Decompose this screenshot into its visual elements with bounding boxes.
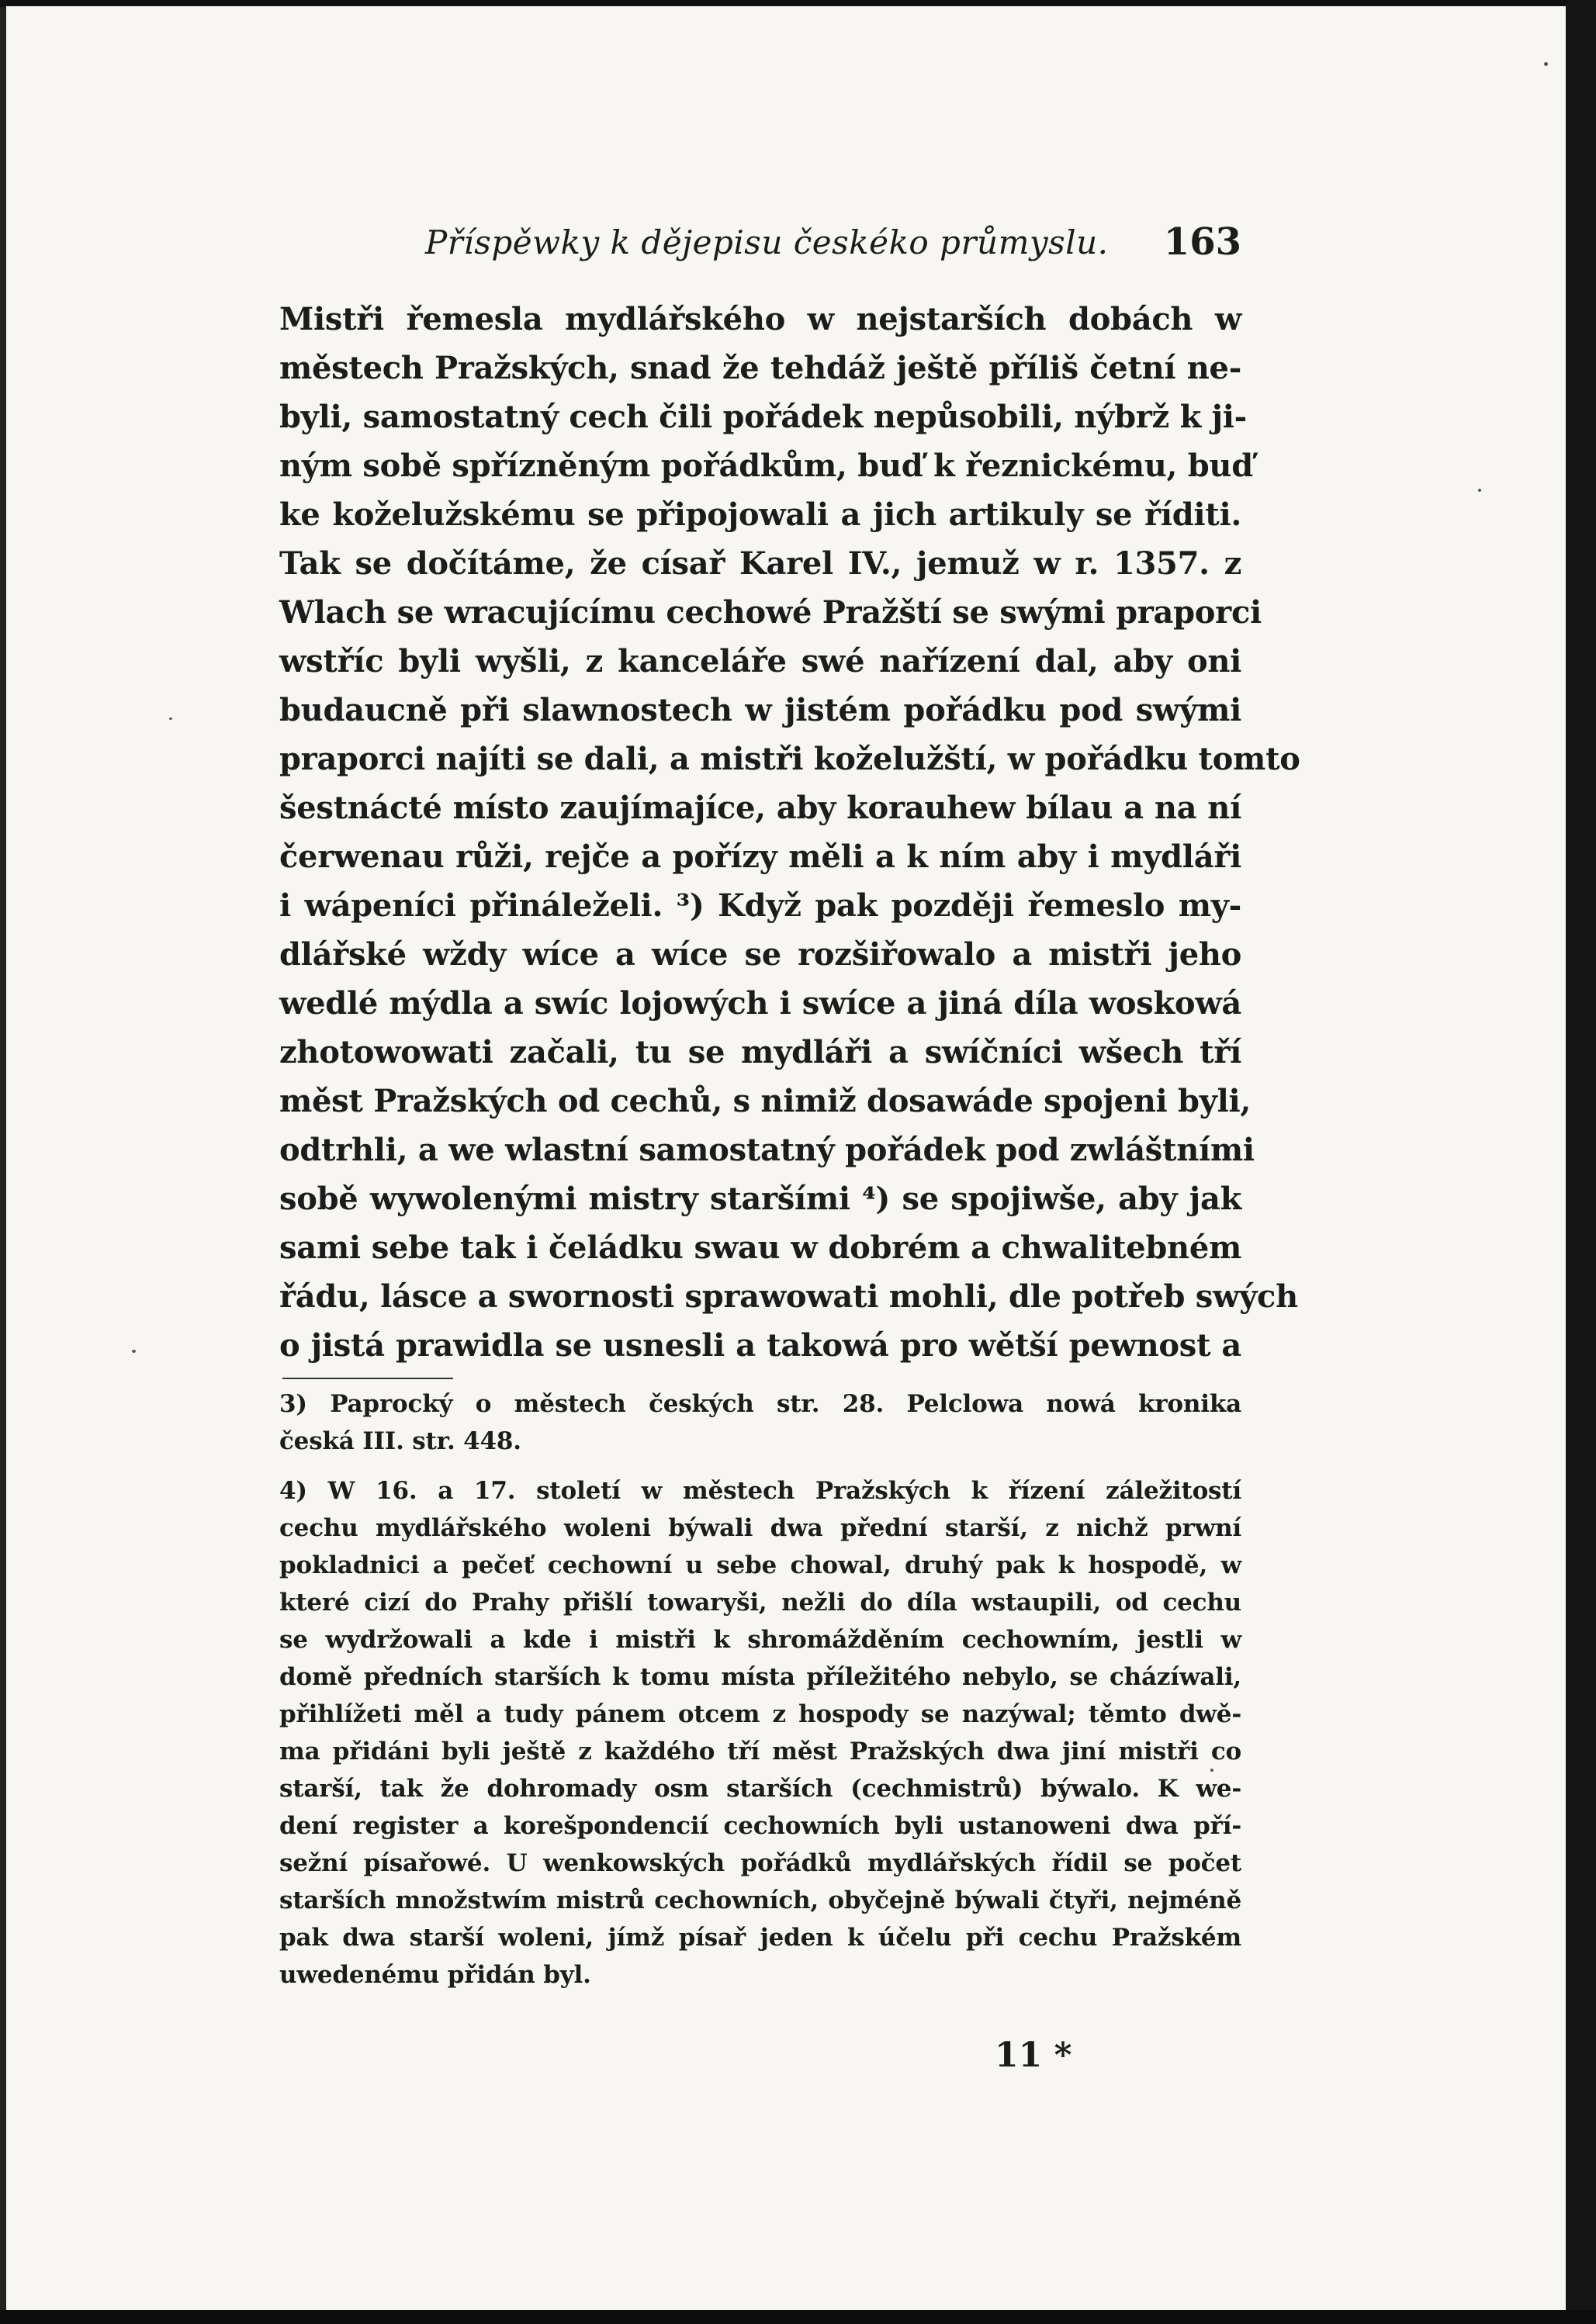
scan-speck bbox=[1478, 489, 1481, 492]
footnote-line: 4) W 16. a 17. století w městech Pražských k řízení záležitostí bbox=[279, 1477, 1241, 1505]
footnote-line: ma přidáni byli ještě z každého tří měst Pražských dwa jiní mistři co bbox=[279, 1738, 1241, 1765]
body-line: odtrhli, a we wlastní samostatný pořádek pod zwláštními bbox=[279, 1132, 1255, 1168]
body-line: o jistá prawidla se usnesli a takowá pro wětší pewnost a bbox=[279, 1327, 1241, 1364]
footnote-line: pak dwa starší woleni, jímž písař jeden k účelu při cechu Pražském bbox=[279, 1924, 1241, 1952]
footnote-line: uwedenému přidán byl. bbox=[279, 1961, 591, 1989]
body-line: zhotowowati začali, tu se mydláři a swíčníci wšech tří bbox=[279, 1034, 1241, 1070]
footnote-line: česká III. str. 448. bbox=[279, 1427, 521, 1455]
footnote-3 bbox=[279, 1385, 1241, 1460]
signature-mark: 11 * bbox=[995, 2035, 1072, 2075]
footnote-line: cechu mydlářského woleni býwali dwa přední starší, z nichž prwní bbox=[279, 1514, 1241, 1542]
running-title: Příspěwky k dějepisu českéko průmyslu. bbox=[425, 223, 1109, 261]
footnote-separator bbox=[282, 1378, 453, 1379]
body-line: ke koželužskému se připojowali a jich artikuly se říditi. bbox=[279, 496, 1241, 533]
body-line: měst Pražských od cechů, s nimiž dosawáde spojeni byli, bbox=[279, 1083, 1252, 1119]
footnote-line: které cizí do Prahy přišlí towaryši, nežli do díla wstaupili, od cechu bbox=[279, 1589, 1241, 1617]
footnote-line: sežní písařowé. U wenkowských pořádků mydlářských řídil se počet bbox=[279, 1849, 1241, 1877]
body-line: městech Pražských, snad že tehdáž ještě příliš četní ne- bbox=[279, 350, 1241, 386]
body-line: praporci najíti se dali, a mistři koželužští, w pořádku tomto bbox=[279, 741, 1300, 777]
footnote-line: se wydržowali a kde i mistři k shromážděním cechowním, jestli w bbox=[279, 1626, 1241, 1654]
page-number: 163 bbox=[1163, 220, 1241, 264]
footnote-line: starších množstwím mistrů cechowních, obyčejně býwali čtyři, nejméně bbox=[279, 1887, 1241, 1914]
body-line: wedlé mýdla a swíc lojowých i swíce a jiná díla woskowá bbox=[279, 985, 1241, 1022]
body-line: Tak se dočítáme, že císař Karel IV., jemuž w r. 1357. z bbox=[279, 545, 1241, 582]
body-line: sobě wywolenými mistry staršími ⁴) se spojiwše, aby jak bbox=[279, 1181, 1241, 1217]
body-line: sami sebe tak i čeládku swau w dobrém a chwalitebném bbox=[279, 1229, 1241, 1266]
scan-speck bbox=[169, 718, 172, 720]
body-line: ným sobě spřízněným pořádkům, buď k řeznickému, buď bbox=[279, 448, 1253, 484]
body-line: i wápeníci přináleželi. ³) Když pak později řemeslo my- bbox=[279, 887, 1241, 924]
scan-right-edge bbox=[1566, 0, 1596, 2324]
footnote-4 bbox=[279, 1472, 1241, 1994]
body-line: Mistři řemesla mydlářského w nejstarších dobách w bbox=[279, 301, 1241, 337]
scan-speck bbox=[1544, 62, 1548, 66]
footnotes bbox=[279, 1385, 1241, 1994]
body-line: šestnácté místo zaujímajíce, aby korauhew bílau a na ní bbox=[279, 790, 1241, 826]
footnote-line: domě předních starších k tomu místa příležitého nebylo, se cházíwali, bbox=[279, 1663, 1241, 1691]
body-line: čerwenau růži, rejče a pořízy měli a k ním aby i mydláři bbox=[279, 839, 1241, 875]
footnote-line: dení register a korešpondencií cechowních byli ustanoweni dwa pří- bbox=[279, 1812, 1241, 1840]
scan-speck bbox=[132, 1350, 136, 1353]
footnote-line: pokladnici a pečeť cechowní u sebe chowal, druhý pak k hospodě, w bbox=[279, 1551, 1241, 1579]
body-line: řádu, lásce a swornosti sprawowati mohli, dle potřeb swých bbox=[279, 1278, 1298, 1315]
scan-left-edge bbox=[0, 0, 6, 2324]
body-line: dlářské wždy wíce a wíce se rozšiřowalo a mistři jeho bbox=[279, 936, 1241, 973]
footnote-line: přihlížeti měl a tudy pánem otcem z hospody se nazýwal; těmto dwě- bbox=[279, 1700, 1241, 1728]
body-line: budaucně při slawnostech w jistém pořádku pod swými bbox=[279, 692, 1241, 728]
main-body-text bbox=[279, 295, 1300, 1370]
running-head bbox=[279, 220, 1241, 270]
body-line: wstříc byli wyšli, z kanceláře swé nařízení dal, aby oni bbox=[279, 643, 1241, 680]
body-line: Wlach se wracujícímu cechowé Pražští se swými praporci bbox=[279, 594, 1262, 631]
footnote-line: starší, tak že dohromady osm starších (cechmistrů) býwalo. K we- bbox=[279, 1775, 1241, 1803]
footnote-line: 3) Paprocký o městech českých str. 28. Pelclowa nowá kronika bbox=[279, 1390, 1241, 1418]
scan-bottom-edge bbox=[0, 2310, 1596, 2324]
body-line: byli, samostatný cech čili pořádek nepůsobili, nýbrž k ji- bbox=[279, 399, 1247, 435]
